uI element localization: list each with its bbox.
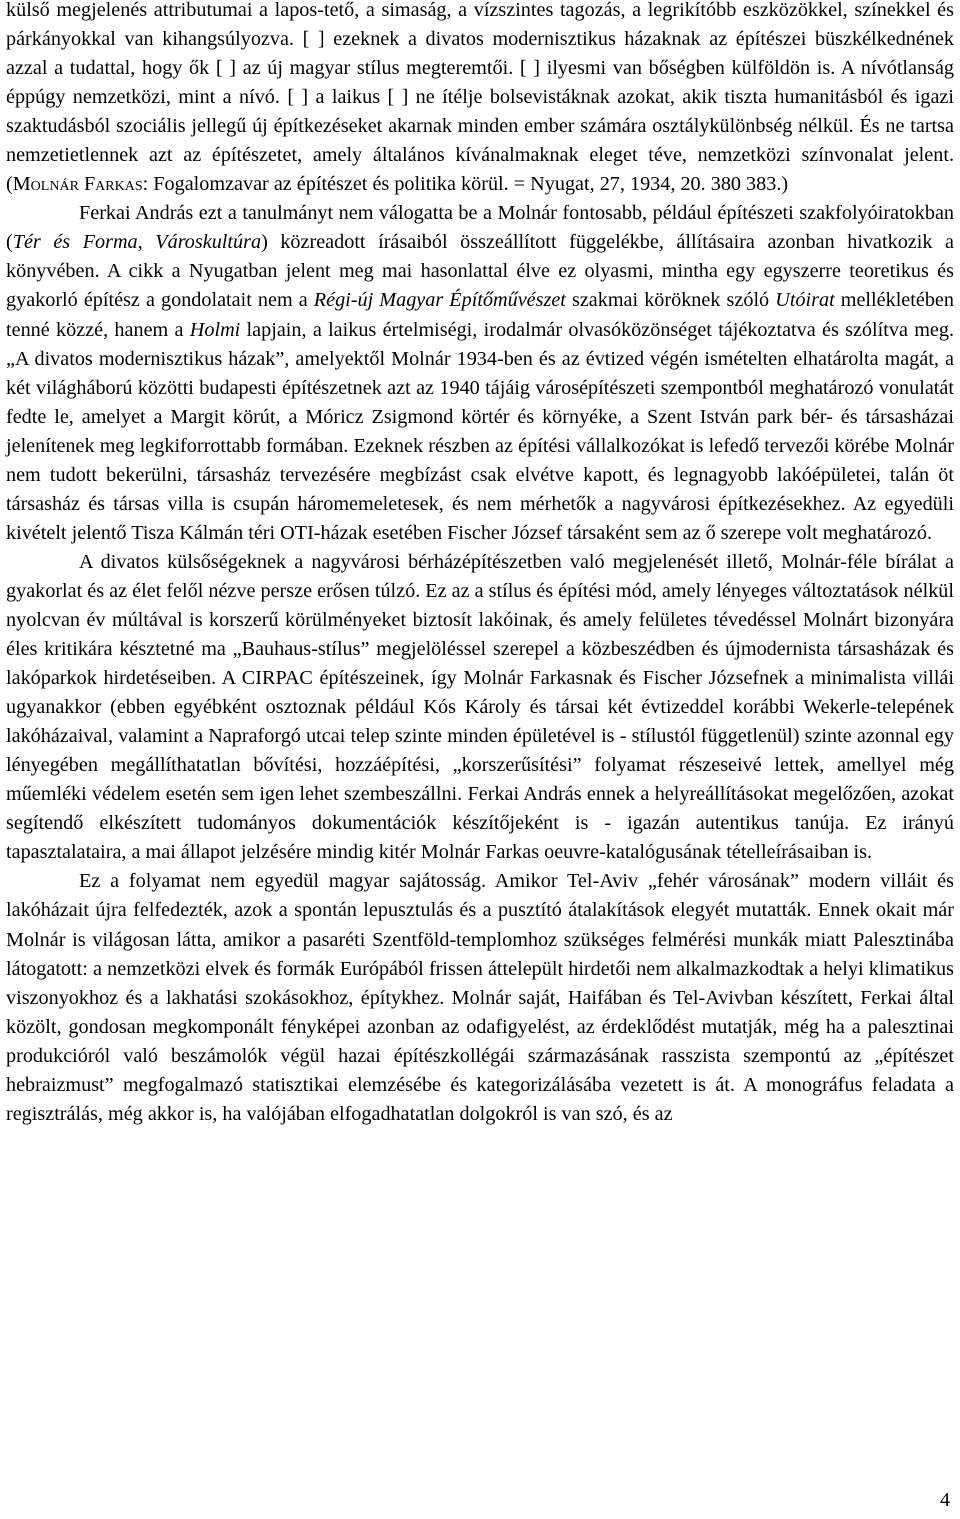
- italic-title: Régi-új Magyar Építőművészet: [313, 289, 566, 312]
- text-run: külső megjelenés attributumai a lapos-tető, a simaság, a vízszintes tagozás, a legrikítóbb eszközökkel, színekkel és párkányokkal van kihangsúlyozva. [ ] ezeknek a divatos modernisztikus házaknak az építészei büszkélkednének azzal a tudattal, hogy ők [ ] az új magyar stílus megteremtői. [ ] ilyesmi van bőségben külföldön is. A nívótlanság éppúgy nemzetközi, mint a nívó. [ ] a laikus [ ] ne ítélje bolsevistáknak azokat, akik tiszta humanitásból és igazi szaktudásból szociális jellegű új építkezéseket akarnak minden ember számára osztálykülönbség nélkül. És ne tartsa nemzetietlennek azt az építészetet, amely általános kívánalmaknak eleget téve, nemzetközi színvonalat jelent. (: [6, 0, 954, 196]
- text-run: szakmai köröknek szóló: [565, 289, 776, 312]
- text-run: Ferkai András ezt a tanulmányt nem válogatta be a Molnár fontosabb, például építészeti szakfolyóiratokban (: [6, 202, 954, 254]
- text-run: lapjain, a laikus értelmiségi, irodalmár olvasóközönséget tájékoztatva és szólítva meg. „A divatos modernisztikus házak”, amelyektől Molnár 1934-ben és az évtized végén ismételten elhatárolta magát, a két világháború közötti budapesti építészetnek azt az 1940 tájáig városépítészeti szempontból meghatározó vonulatát fedte le, amelyet a Margit körút, a Móricz Zsigmond körtér és környéke, a Szent István park bér- és társasházai jelenítenek meg legkiforrottabb formában. Ezeknek részben az építési vállalkozókat is lefedő tervezői körébe Molnár nem tudott bekerülni, társasház tervezésére megbízást csak elvétve kapott, és legnagyobb lakóépületei, talán öt társasház és társas villa is csupán háromemeletesek, és nem mérhetők a nagyvárosi építkezésekhez. Az egyedüli kivételt jelentő Tisza Kálmán téri OTI-házak esetében Fischer József társaként sem az ő szerepe volt meghatározó.: [6, 318, 954, 544]
- author-name: Molnár Farkas: [12, 173, 143, 196]
- text-run: mellékletében tenné közzé, hanem a: [6, 289, 954, 341]
- paragraph: [6, 548, 954, 868]
- italic-title: Holmi: [189, 318, 241, 341]
- paragraph: [6, 867, 954, 1128]
- text-run: A divatos külsőségeknek a nagyvárosi bérházépítészetben való megjelenését illető, Molnár-féle bírálat a gyakorlat és az élet felől nézve persze erősen túlzó. Ez az a stílus és építési mód, amely lényeges változtatások nélkül nyolcvan év múltával is korszerű körülményeket biztosít lakóinak, és amely felületes tévedéssel Molnárt bizonyára éles kritikára késztetné ma „Bauhaus-stílus” megjelöléssel szerepel a közbeszédben és újmodernista társasházak és lakóparkok hirdetéseiben. A CIRPAC építészeinek, így Molnár Farkasnak és Fischer Józsefnek a minimalista villái ugyanakkor (ebben egyébként osztoznak például Kós Károly és társai két évtizeddel korábbi Wekerle-telepének lakóházaival, valamint a Napraforgó utcai telep szinte minden épületével is - stílustól függetlenül) szinte azonnal egy lényegében megállíthatatlan bővítési, hozzáépítési, „korszerűsítési” folyamat részeseivé lettek, amellyel még műemléki védelem esetén sem igen lehet szembeszállni. Ferkai András ennek a helyreállításokat megelőzően, azokat segítendő elkészített tudományos dokumentációk készítőjeként is - igazán autentikus tanúja. Ez irányú tapasztalataira, a mai állapot jelzésére mindig kitér Molnár Farkas oeuvre-katalógusának tételleírásaiban is.: [6, 550, 954, 864]
- paragraph: [6, 0, 954, 199]
- body-text: [6, 0, 954, 1129]
- text-run: ) közreadott írásaiból összeállított függelékbe, állításaira azonban hivatkozik a könyvében. A cikk a Nyugatban jelent meg mai hasonlattal élve ez olyasmi, mintha egy egyszerre teoretikus és gyakorló építész a gondolatait nem a: [6, 231, 954, 312]
- italic-title: Utóirat: [775, 289, 835, 312]
- page-number: 4: [940, 1489, 950, 1511]
- italic-title: Városkultúra: [155, 231, 262, 254]
- text-run: ,: [137, 231, 156, 254]
- italic-title: Tér és Forma: [12, 231, 138, 254]
- text-run: : Fogalomzavar az építészet és politika körül. = Nyugat, 27, 1934, 20. 380 383.): [142, 173, 789, 196]
- paragraph: [6, 199, 954, 548]
- text-run: Ez a folyamat nem egyedül magyar sajátosság. Amikor Tel-Aviv „fehér városának” modern villáit és lakóházait újra felfedezték, azok a spontán lepusztulás és a pusztító átalakítások elegyét mutatták. Ennek okait már Molnár is világosan látta, amikor a pasaréti Szentföld-templomhoz szükséges felmérési munkák miatt Palesztinába látogatott: a nemzetközi elvek és formák Európából frissen áttelepült hirdetői nem alkalmazkodtak a helyi klimatikus viszonyokhoz és a lakhatási szokásokhoz, építykhez. Molnár saját, Haifában és Tel-Avivban készített, Ferkai által közölt, gondosan megkomponált fényképei azonban az odafigyelést, az érdeklődést mutatják, még ha a palesztinai produkcióról való beszámolók végül hazai építészkollégái származásának rasszista szempontú az „építészet hebraizmust” megfogalmazó statisztikai elemzésébe és kategorizálásába vezetett is át. A monográfus feladata a regisztrálás, még akkor is, ha valójában elfogadhatatlan dolgokról is van szó, és az: [6, 870, 954, 1125]
